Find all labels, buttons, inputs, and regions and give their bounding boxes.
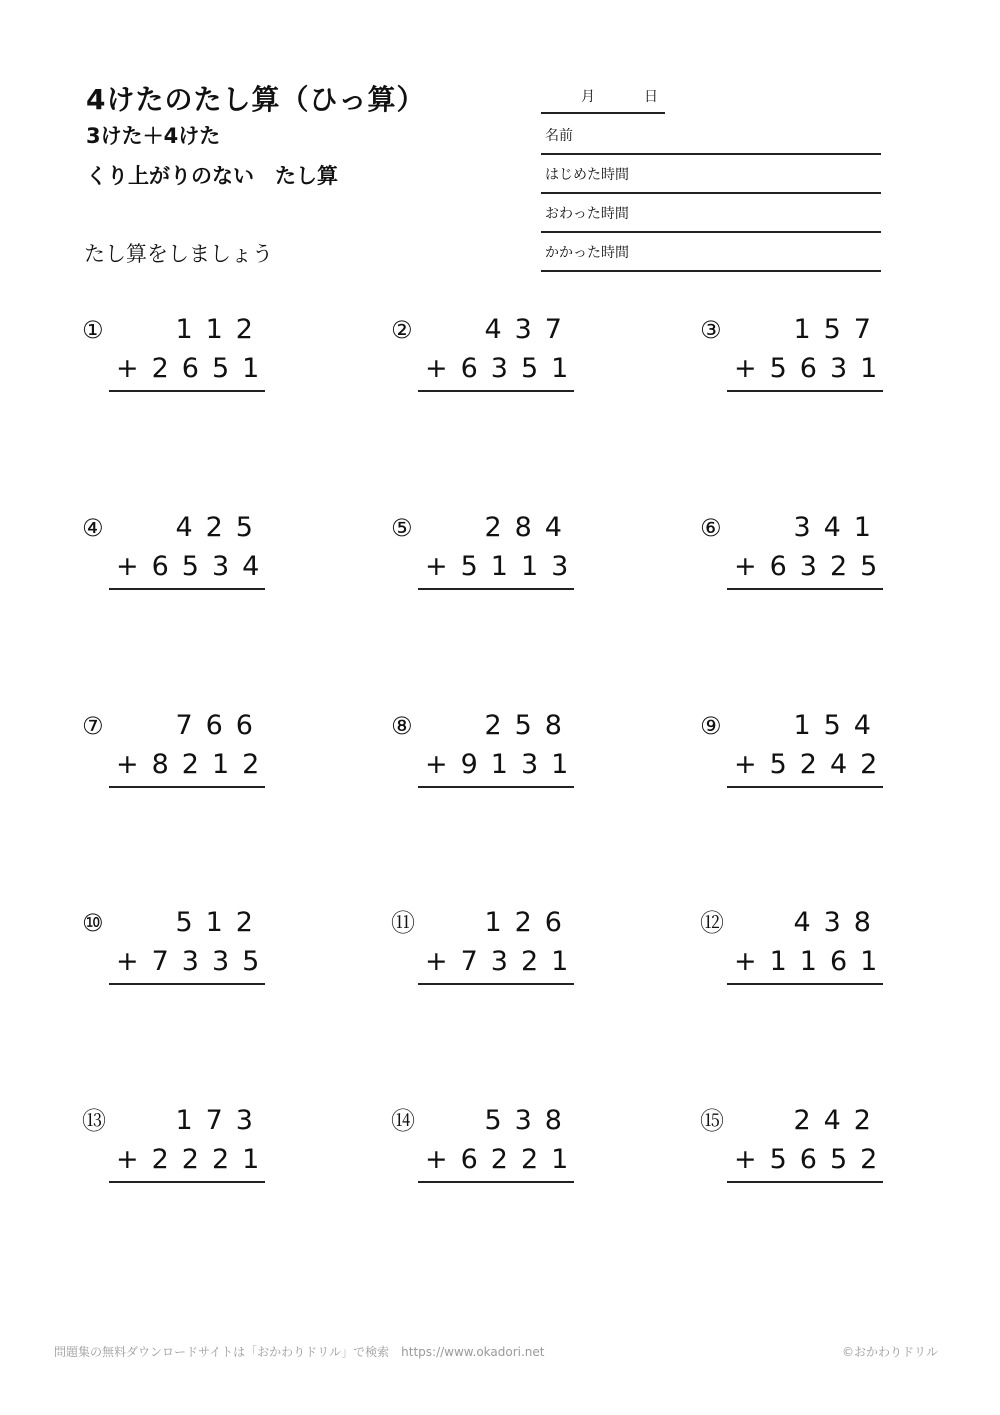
problem-14 (391, 1105, 591, 1195)
answer-line[interactable] (109, 588, 265, 590)
problem-3 (700, 314, 900, 404)
footer-copyright: ©おかわりドリル (841, 1345, 938, 1359)
addend-top: 438 (793, 907, 884, 938)
addend-top: 425 (175, 512, 266, 543)
addend-bottom: +2651 (116, 353, 273, 384)
start-time-label: はじめた時間 (545, 167, 629, 183)
problem-6 (700, 512, 900, 602)
problem-number: ⑫ (700, 909, 724, 937)
problem-number: ⑧ (391, 712, 413, 740)
addend-top: 112 (175, 314, 266, 345)
addend-top: 154 (793, 710, 884, 741)
answer-line[interactable] (109, 786, 265, 788)
addend-top: 258 (484, 710, 575, 741)
problem-number: ④ (82, 514, 104, 542)
problem-number: ⑪ (391, 909, 415, 937)
problem-1 (82, 314, 282, 404)
addend-bottom: +6221 (425, 1144, 582, 1175)
answer-line[interactable] (727, 588, 883, 590)
subtitle-digits: 3けた＋4けた (86, 124, 221, 148)
problem-number: ③ (700, 316, 722, 344)
problem-number: ⑤ (391, 514, 413, 542)
addend-top: 766 (175, 710, 266, 741)
problem-5 (391, 512, 591, 602)
problem-15 (700, 1105, 900, 1195)
end-time-field[interactable] (541, 193, 881, 233)
problem-number: ① (82, 316, 104, 344)
addend-bottom: +6325 (734, 551, 891, 582)
instruction-text: たし算をしましょう (84, 242, 273, 266)
answer-line[interactable] (418, 588, 574, 590)
answer-line[interactable] (109, 983, 265, 985)
addend-top: 437 (484, 314, 575, 345)
addend-bottom: +5652 (734, 1144, 891, 1175)
problem-number: ⑮ (700, 1107, 724, 1135)
problem-2 (391, 314, 591, 404)
problem-number: ⑦ (82, 712, 104, 740)
month-label: 月 (581, 89, 595, 105)
name-label: 名前 (545, 128, 573, 144)
addend-bottom: +5242 (734, 749, 891, 780)
problem-number: ⑬ (82, 1107, 106, 1135)
addend-top: 341 (793, 512, 884, 543)
addend-top: 242 (793, 1105, 884, 1136)
addend-bottom: +2221 (116, 1144, 273, 1175)
addend-bottom: +9131 (425, 749, 582, 780)
problem-7 (82, 710, 282, 800)
start-time-field[interactable] (541, 154, 881, 194)
name-field[interactable] (541, 115, 881, 155)
problem-13 (82, 1105, 282, 1195)
elapsed-time-label: かかった時間 (545, 245, 629, 261)
subtitle-type: くり上がりのない たし算 (86, 164, 338, 188)
problem-12 (700, 907, 900, 997)
problem-number: ⑩ (82, 909, 104, 937)
problem-4 (82, 512, 282, 602)
answer-line[interactable] (727, 1181, 883, 1183)
addend-top: 157 (793, 314, 884, 345)
problem-number: ② (391, 316, 413, 344)
addend-bottom: +7335 (116, 946, 273, 977)
addend-bottom: +6351 (425, 353, 582, 384)
addend-top: 512 (175, 907, 266, 938)
addend-top: 284 (484, 512, 575, 543)
addend-top: 126 (484, 907, 575, 938)
problem-number: ⑨ (700, 712, 722, 740)
answer-line[interactable] (109, 1181, 265, 1183)
answer-line[interactable] (418, 786, 574, 788)
end-time-label: おわった時間 (545, 206, 629, 222)
addend-bottom: +1161 (734, 946, 891, 977)
date-field[interactable] (541, 84, 665, 114)
problem-10 (82, 907, 282, 997)
addend-bottom: +8212 (116, 749, 273, 780)
addend-top: 173 (175, 1105, 266, 1136)
answer-line[interactable] (727, 983, 883, 985)
problem-number: ⑥ (700, 514, 722, 542)
addend-bottom: +5631 (734, 353, 891, 384)
footer-note: 問題集の無料ダウンロードサイトは「おかわりドリル」で検索 https://www.okadori.net (54, 1345, 545, 1359)
addend-top: 538 (484, 1105, 575, 1136)
elapsed-time-field[interactable] (541, 232, 881, 272)
problem-9 (700, 710, 900, 800)
addend-bottom: +7321 (425, 946, 582, 977)
problem-11 (391, 907, 591, 997)
answer-line[interactable] (418, 1181, 574, 1183)
answer-line[interactable] (727, 786, 883, 788)
problem-number: ⑭ (391, 1107, 415, 1135)
answer-line[interactable] (727, 390, 883, 392)
addend-bottom: +6534 (116, 551, 273, 582)
answer-line[interactable] (418, 983, 574, 985)
problem-8 (391, 710, 591, 800)
addend-bottom: +5113 (425, 551, 582, 582)
answer-line[interactable] (109, 390, 265, 392)
day-label: 日 (644, 89, 658, 105)
answer-line[interactable] (418, 390, 574, 392)
page-title: 4けたのたし算（ひっ算） (86, 83, 426, 116)
